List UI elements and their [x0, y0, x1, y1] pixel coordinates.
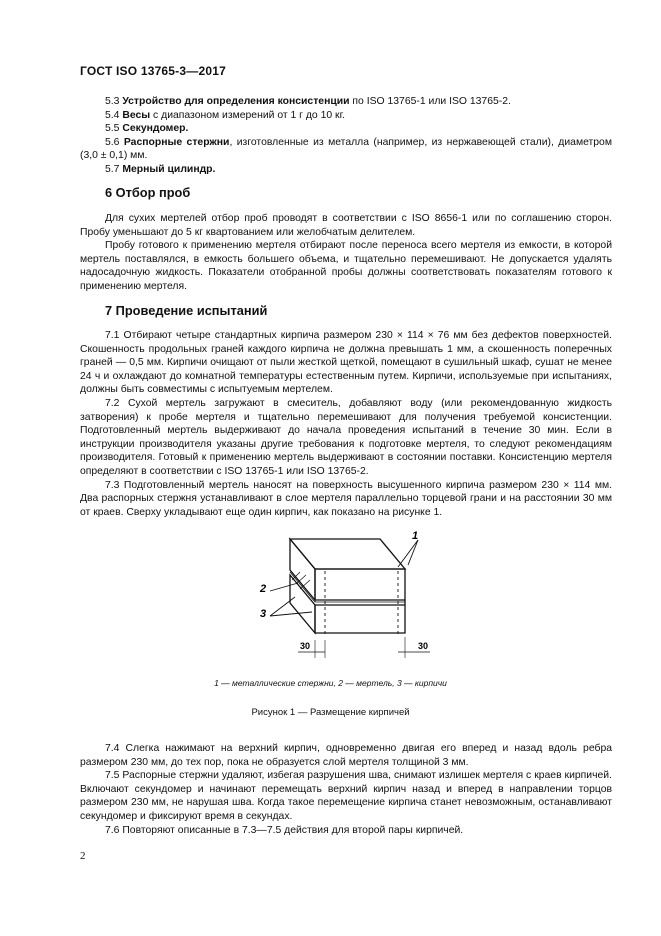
section-7-body-top: [80, 329, 612, 519]
brick-diagram: [250, 525, 450, 665]
page-number: 2: [80, 850, 86, 862]
dimension-left: 30: [300, 641, 311, 651]
section-7-title: 7 Проведение испытаний: [105, 303, 268, 318]
paragraph-7-6: 7.6 Повторяют описанные в 7.3—7.5 действия для второй пары кирпичей.: [105, 824, 464, 836]
item-5-7: 5.7 Мерный цилиндр.: [105, 163, 216, 175]
dimension-right: 30: [418, 641, 429, 651]
section-7-body-bottom: [80, 742, 612, 837]
paragraph-7-5: 7.5 Распорные стержни удаляют, избегая разрушения шва, снимают излишек мертеля с краев кирпичей. Включают секундомер и начинают перемещать верхний кирпич назад и вперед в направлении торцов размером 230 мм, не нарушая шва. Когда такое перемещение кирпича станет невозможным, останавливают секундомер и фиксируют время в секундах.: [80, 770, 612, 822]
section-5-list: [80, 95, 612, 177]
paragraph-7-3: 7.3 Подготовленный мертель наносят на поверхность высушенного кирпича размером 230 × 114 мм. Два распорных стержня устанавливают в слое мертеля параллельно торцевой грани и на расстоянии 30 мм от краев. Сверху укладывают еще один кирпич, как показано на рисунке 1.: [80, 479, 612, 518]
page-header: ГОСТ ISO 13765-3—2017: [80, 64, 226, 78]
paragraph-7-1: 7.1 Отбирают четыре стандартных кирпича размером 230 × 114 × 76 мм без дефектов поверхностей. Скошенность продольных граней каждого кирпича не должна превышать 1 мм, а скошенность поперечных граней — 0,5 мм. Кирпичи очищают от пыли жесткой щеткой, помещают в сушильный шкаф, сушат не менее 24 ч и охлаждают до комнатной температуры естественным путем. Кирпичи, используемые при испытаниях, должны быть совместимы с испытуемым мертелем.: [80, 330, 612, 396]
figure-legend: 1 — металлические стержни, 2 — мертель, 3 — кирпичи: [214, 678, 447, 688]
item-5-4: 5.4 Весы с диапазоном измерений от 1 г до 10 кг.: [105, 109, 345, 121]
bottom-brick-side-face: [290, 575, 315, 633]
paragraph: Для сухих мертелей отбор проб проводят в соответствии с ISO 8656-1 или по соглашению сторон. Пробу уменьшают до 5 кг квартованием или желобчатым делителем.: [80, 213, 612, 238]
label-2: 2: [260, 583, 267, 595]
figure-caption: Рисунок 1 — Размещение кирпичей: [251, 707, 410, 718]
paragraph: Пробу готового к применению мертеля отбирают после переноса всего мертеля из емкости, в которой мертель поставлялся, в емкость большего объема, и тщательно перемешивают. Не допускается удалять надосадочную жидкость. Показатели отобранной пробы должны соответствовать показателям готового к применению мертеля.: [80, 240, 612, 292]
item-5-6: 5.6 Распорные стержни, изготовленные из металла (например, из нержавеющей стали), диаметром (3,0 ± 0,1) мм.: [80, 136, 612, 162]
item-5-5: 5.5 Секундомер.: [105, 123, 189, 135]
label-1: 1: [412, 530, 419, 542]
top-brick-front-face: [315, 569, 405, 600]
paragraph-7-2: 7.2 Сухой мертель загружают в смеситель, добавляют воду (или рекомендованную жидкость затворения) к пробе мертеля и тщательно перемешивают для получения требуемой консистенции. Подготовленный мертель выдерживают до начала проведения испытаний в течение 30 мин. Если в инструкции производителя указаны другие требования к подготовке мертеля, то следуют рекомендациям производителя. Готовый к применению мертель выдерживают в состоянии поставки. Консистенцию мертеля определяют в соответствии с ISO 13765-1 или ISO 13765-2.: [80, 397, 612, 477]
top-brick-top-face: [290, 539, 405, 569]
label-3: 3: [260, 608, 267, 620]
section-6-body: [80, 212, 612, 294]
paragraph-7-4: 7.4 Слегка нажимают на верхний кирпич, одновременно двигая его вперед и назад вдоль ребра размером 230 мм, до тех пор, пока не образуется слой мертеля толщиной 3 мм.: [80, 743, 612, 768]
section-6-title: 6 Отбор проб: [105, 185, 191, 200]
item-5-3: 5.3 Устройство для определения консистенции по ISO 13765-1 или ISO 13765-2.: [105, 96, 511, 107]
bottom-brick-front-face: [315, 605, 405, 633]
